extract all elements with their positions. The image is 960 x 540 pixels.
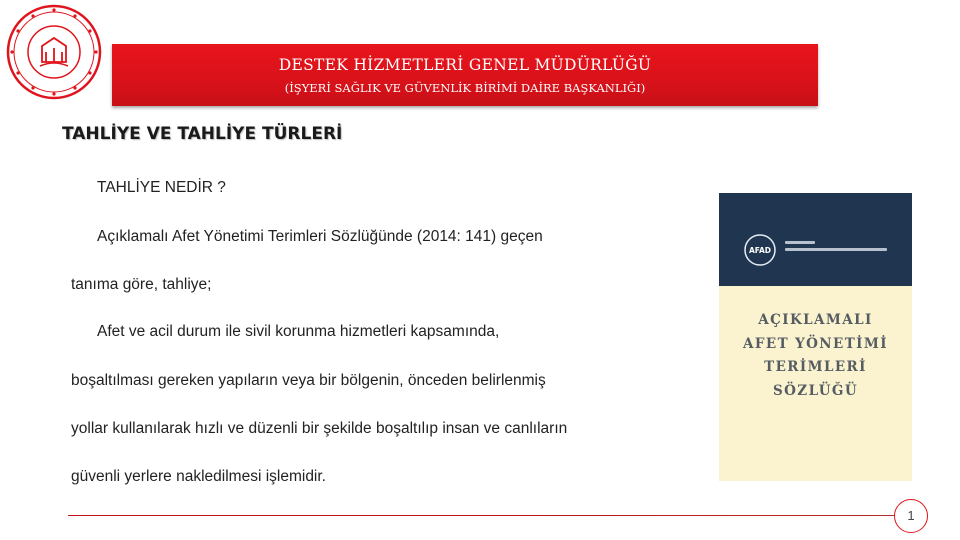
body-line: tanıma göre, tahliye; <box>71 276 212 293</box>
body-line: yollar kullanılarak hızlı ve düzenli bir şekilde boşaltılıp insan ve canlıların <box>71 420 568 437</box>
book-publisher-lines <box>785 241 903 255</box>
body-line: boşaltılması gereken yapıların veya bir bölgenin, önceden belirlenmiş <box>71 372 546 389</box>
book-title <box>719 309 912 403</box>
body-line: Açıklamalı Afet Yönetimi Terimleri Sözlüğünde (2014: 141) geçen <box>97 228 543 245</box>
footer-divider <box>68 515 894 516</box>
book-title-line: AFET YÖNETİMİ <box>743 335 888 352</box>
book-title-line: AÇIKLAMALI <box>758 312 873 328</box>
book-cover-header <box>719 193 912 286</box>
header-subtitle: (İŞYERİ SAĞLIK VE GÜVENLİK BİRİMİ DAİRE BAŞKANLIĞI) <box>284 81 646 95</box>
book-cover <box>719 193 912 481</box>
page-number: 1 <box>894 499 928 533</box>
meb-emblem-icon <box>4 2 122 104</box>
afad-logo-text: AFAD <box>748 246 772 255</box>
afad-logo-icon <box>743 233 777 267</box>
body-line: Afet ve acil durum ile sivil korunma hizmetleri kapsamında, <box>97 323 500 340</box>
book-title-line: SÖZLÜĞÜ <box>773 382 858 399</box>
header-banner <box>112 44 818 106</box>
header-title: DESTEK HİZMETLERİ GENEL MÜDÜRLÜĞÜ <box>278 56 652 74</box>
book-title-line: TERİMLERİ <box>764 359 867 375</box>
body-line: güvenli yerlere nakledilmesi işlemidir. <box>71 468 326 485</box>
question-heading: TAHLİYE NEDİR ? <box>97 179 226 196</box>
meb-logo <box>4 2 122 104</box>
section-title: TAHLİYE VE TAHLİYE TÜRLERİ <box>62 124 343 144</box>
